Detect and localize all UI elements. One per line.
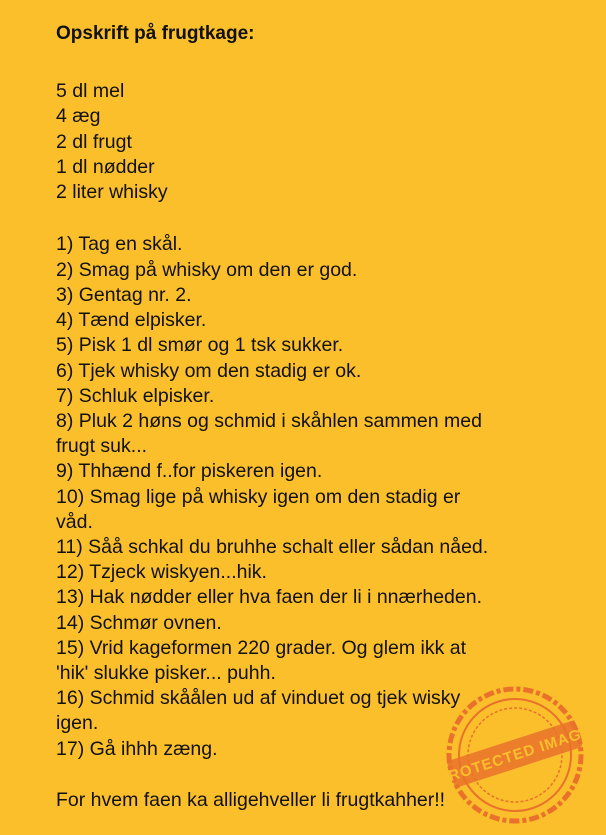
step-line: frugt suk... bbox=[56, 435, 148, 458]
step-line: 'hik' slukke pisker... puhh. bbox=[56, 661, 276, 684]
step-line: 10) Smag lige på whisky igen om den stadig er bbox=[56, 485, 461, 508]
ingredient-item: 4 æg bbox=[56, 105, 101, 128]
step-line: 7) Schluk elpisker. bbox=[56, 384, 215, 407]
step-line: våd. bbox=[56, 510, 93, 533]
step-line: 16) Schmid skåålen ud af vinduet og tjek wisky bbox=[56, 687, 461, 710]
ingredient-item: 2 liter whisky bbox=[56, 181, 168, 204]
ingredient-item: 5 dl mel bbox=[56, 80, 125, 102]
protected-image-stamp bbox=[436, 684, 595, 826]
step-line: 1) Tag en skål. bbox=[56, 233, 183, 256]
step-line: 4) Tænd elpisker. bbox=[56, 309, 207, 332]
recipe-title: Opskrift på frugtkage: bbox=[56, 23, 255, 44]
step-line: 12) Tzjeck wiskyen...hik. bbox=[56, 561, 267, 584]
step-line: 2) Smag på whisky om den er god. bbox=[56, 258, 358, 281]
step-line: 3) Gentag nr. 2. bbox=[56, 283, 192, 306]
ingredient-item: 1 dl nødder bbox=[56, 155, 155, 178]
step-line: 5) Pisk 1 dl smør og 1 tsk sukker. bbox=[56, 334, 344, 357]
step-line: 17) Gå ihhh zæng. bbox=[56, 737, 218, 760]
step-line: igen. bbox=[56, 712, 99, 735]
step-line: 14) Schmør ovnen. bbox=[56, 611, 222, 634]
stamp-label: PROTECTED IMAGE bbox=[436, 722, 595, 789]
step-line: 11) Såå schkal du bruhhe schalt eller sådan nåed. bbox=[56, 535, 489, 558]
step-line: 9) Thhænd f..for piskeren igen. bbox=[56, 460, 323, 483]
step-line: 13) Hak nødder eller hva faen der li i nnærheden. bbox=[56, 586, 482, 609]
step-line: 15) Vrid kageformen 220 grader. Og glem ikk at bbox=[56, 636, 467, 659]
step-line: 8) Pluk 2 høns og schmid i skåhlen sammen med bbox=[56, 409, 482, 432]
step-line: 6) Tjek whisky om den stadig er ok. bbox=[56, 359, 362, 382]
ingredients-list bbox=[56, 79, 596, 205]
ingredient-item: 2 dl frugt bbox=[56, 130, 132, 153]
closing-line: For hvem faen ka alligehveller li frugtkahher!! bbox=[56, 788, 446, 811]
steps-list bbox=[56, 232, 596, 761]
